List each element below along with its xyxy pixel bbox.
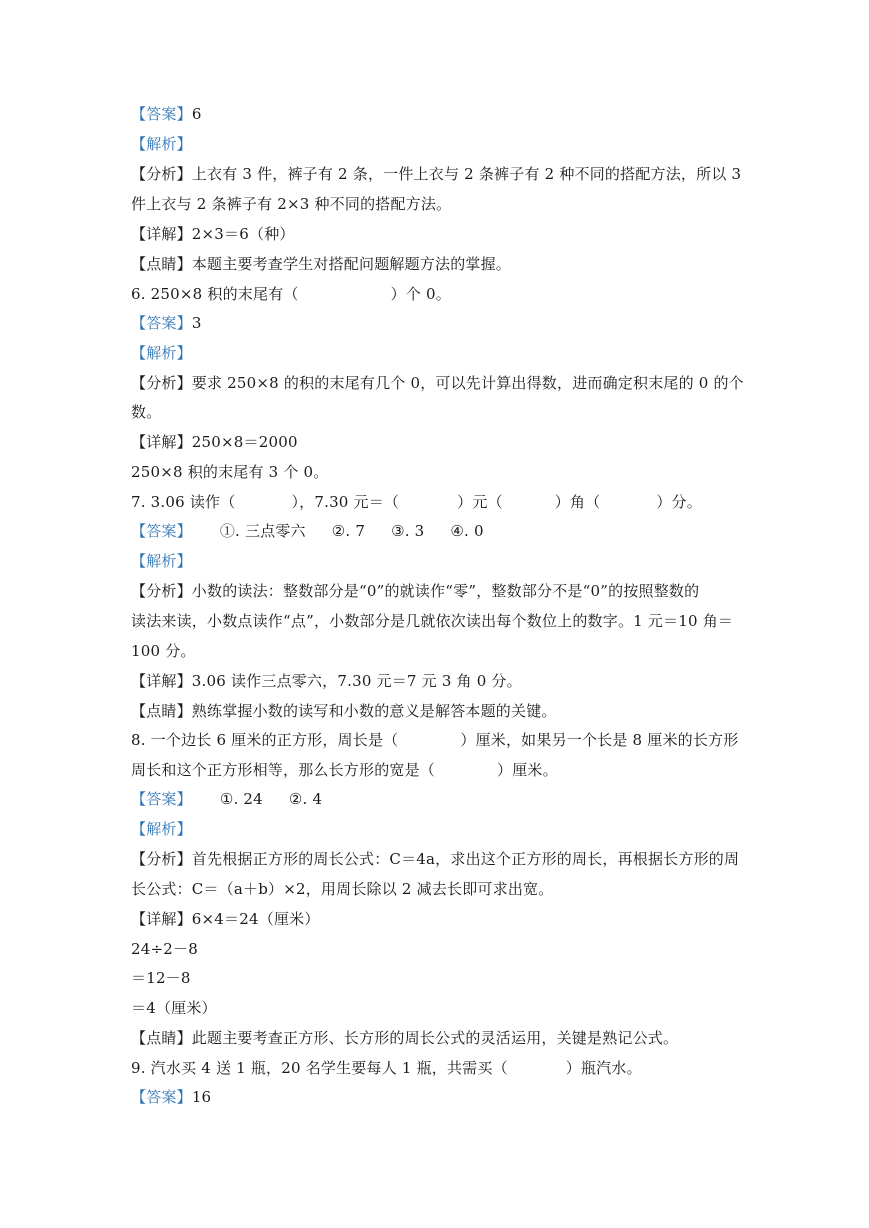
question-9 bbox=[131, 1054, 738, 1084]
answer-option: ①. 24 bbox=[219, 790, 263, 808]
analysis-tag: 【解析】 bbox=[131, 344, 192, 362]
question-8 bbox=[131, 726, 738, 756]
text-line: 【分析】首先根据正方形的周长公式：C＝4a，求出这个正方形的周长，再根据长方形的周 bbox=[131, 850, 740, 868]
text-line: 100 分。 bbox=[131, 642, 196, 660]
answer-line-9 bbox=[131, 1083, 738, 1113]
text-line: 读法来读，小数点读作“点”，小数部分是几就依次读出每个数位上的数字。1 元＝10 角＝ bbox=[131, 612, 734, 630]
question-8-line-2 bbox=[131, 756, 738, 786]
text-line: 件上衣与 2 条裤子有 2×3 种不同的搭配方法。 bbox=[131, 195, 452, 213]
answer-value: 16 bbox=[191, 1088, 212, 1106]
text-line: ＝4（厘米） bbox=[131, 999, 217, 1017]
answer-line-6 bbox=[131, 309, 738, 339]
analysis-heading-6 bbox=[131, 339, 738, 369]
question-6 bbox=[131, 280, 738, 310]
text-line: 24÷2－8 bbox=[131, 940, 198, 958]
answer-option: ②. 7 bbox=[331, 522, 366, 540]
answer-value: 3 bbox=[191, 314, 202, 332]
answer-line-8 bbox=[131, 785, 738, 815]
text-line: 【分析】小数的读法：整数部分是“0”的就读作“零”，整数部分不是“0”的按照整数的 bbox=[131, 582, 700, 600]
text-line: 数。 bbox=[131, 403, 162, 421]
question-7-text: ）角（ bbox=[554, 493, 601, 511]
question-7-text: ）分。 bbox=[656, 493, 702, 511]
question-7 bbox=[131, 488, 738, 518]
question-7-text: ）元（ bbox=[457, 493, 503, 511]
analysis-heading-8 bbox=[131, 815, 738, 845]
question-6-text: 6. 250×8 积的末尾有（ bbox=[131, 285, 299, 303]
question-8-text: 周长和这个正方形相等，那么长方形的宽是（ bbox=[131, 761, 436, 779]
answer-option: ④. 0 bbox=[450, 522, 484, 540]
analysis-tag: 【解析】 bbox=[131, 135, 192, 153]
question-7-text: ），7.30 元＝（ bbox=[291, 493, 400, 511]
text-line: 【点睛】本题主要考查学生对搭配问题解题方法的掌握。 bbox=[131, 255, 512, 273]
question-7-text: 7. 3.06 读作（ bbox=[131, 493, 236, 511]
answer-line-7 bbox=[131, 517, 738, 547]
question-8-text: ）厘米，如果另一个长是 8 厘米的长方形 bbox=[460, 731, 739, 749]
analysis-tag: 【解析】 bbox=[131, 820, 192, 838]
text-line: 250×8 积的末尾有 3 个 0。 bbox=[131, 463, 329, 481]
answer-tag: 【答案】 bbox=[131, 790, 192, 808]
analysis-heading-5 bbox=[131, 130, 738, 160]
text-line: ＝12－8 bbox=[131, 969, 191, 987]
answer-option: ②. 4 bbox=[288, 790, 323, 808]
answer-value: 6 bbox=[191, 105, 202, 123]
text-line: 【详解】2×3＝6（种） bbox=[131, 225, 295, 243]
question-9-text: 9. 汽水买 4 送 1 瓶，20 名学生要每人 1 瓶，共需买（ bbox=[131, 1059, 508, 1077]
text-line: 长公式：C＝（a＋b）×2，用周长除以 2 减去长即可求出宽。 bbox=[131, 880, 554, 898]
analysis-tag: 【解析】 bbox=[131, 552, 192, 570]
text-line: 【分析】要求 250×8 的积的末尾有几个 0，可以先计算出得数，进而确定积末尾的 0 的个 bbox=[131, 374, 744, 392]
answer-tag: 【答案】 bbox=[131, 1088, 192, 1106]
answer-tag: 【答案】 bbox=[131, 105, 192, 123]
text-line: 【详解】250×8＝2000 bbox=[131, 433, 298, 451]
answer-tag: 【答案】 bbox=[131, 522, 192, 540]
text-line: 【点睛】熟练掌握小数的读写和小数的意义是解答本题的关键。 bbox=[131, 702, 557, 720]
question-8-text: 8. 一个边长 6 厘米的正方形，周长是（ bbox=[131, 731, 399, 749]
answer-tag: 【答案】 bbox=[131, 314, 192, 332]
analysis-heading-7 bbox=[131, 547, 738, 577]
question-9-text-end: ）瓶汽水。 bbox=[565, 1059, 642, 1077]
question-6-text-end: ）个 0。 bbox=[390, 285, 451, 303]
text-line: 【详解】6×4＝24（厘米） bbox=[131, 910, 320, 928]
text-line: 【详解】3.06 读作三点零六，7.30 元＝7 元 3 角 0 分。 bbox=[131, 672, 522, 690]
answer-option: ①. 三点零六 bbox=[219, 522, 306, 540]
question-8-text: ）厘米。 bbox=[497, 761, 558, 779]
text-line: 【点睛】此题主要考查正方形、长方形的周长公式的灵活运用，关键是熟记公式。 bbox=[131, 1029, 679, 1047]
answer-line-5 bbox=[131, 100, 738, 130]
text-line: 【分析】上衣有 3 件，裤子有 2 条，一件上衣与 2 条裤子有 2 种不同的搭配方法，所以 3 bbox=[131, 165, 742, 183]
answer-option: ③. 3 bbox=[391, 522, 425, 540]
